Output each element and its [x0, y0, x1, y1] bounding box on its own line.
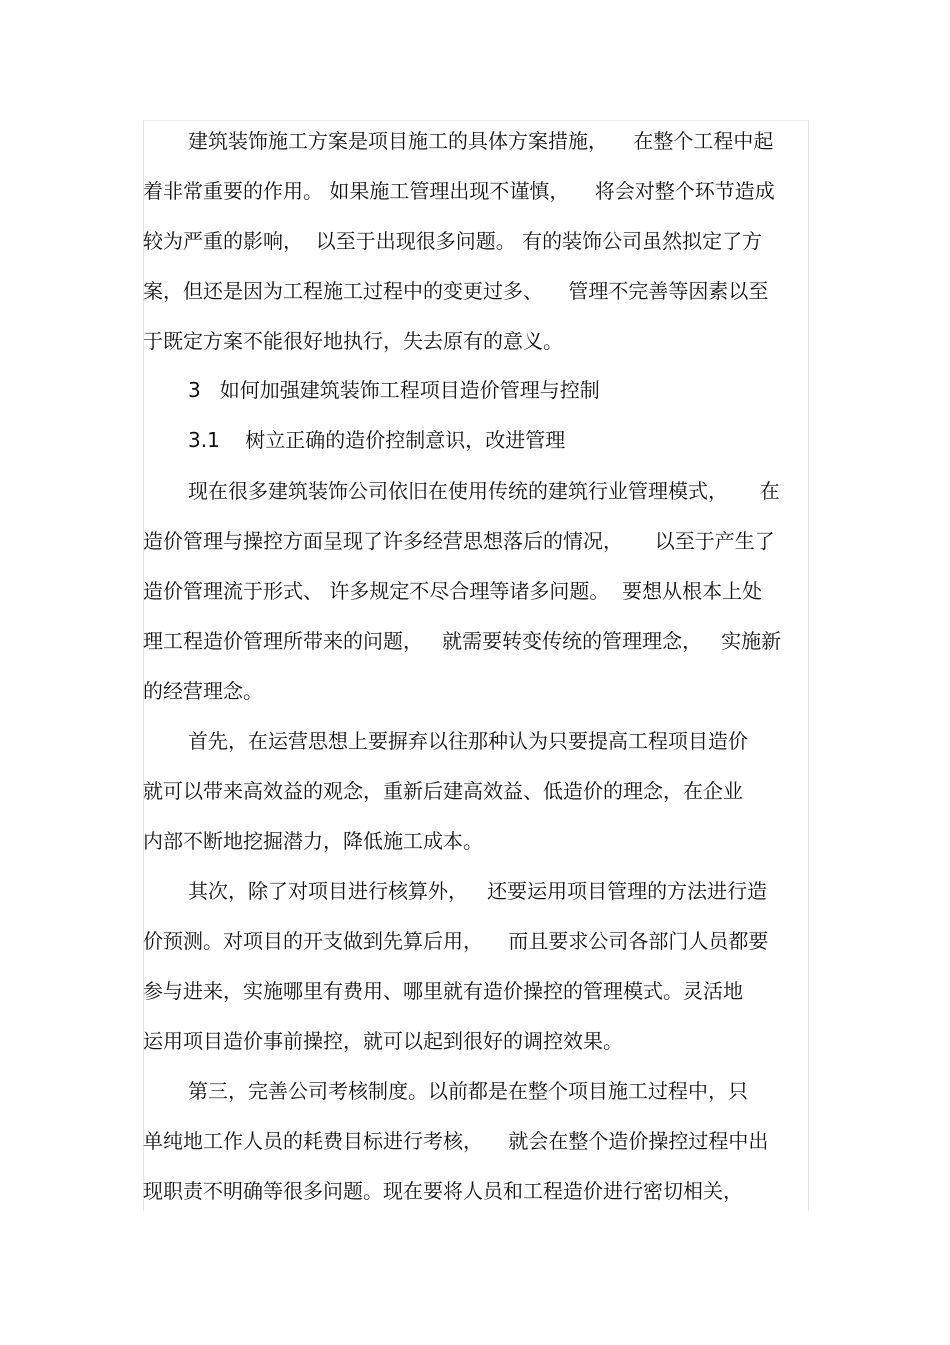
- paragraph-line: 单纯地工作人员的耗费目标进行考核， 就会在整个造价操控过程中出: [143, 1129, 769, 1153]
- paragraph-line: 理工程造价管理所带来的问题， 就需要转变传统的管理理念， 实施新: [143, 629, 782, 653]
- paragraph-line: 就可以带来高效益的观念，重新后建高效益、低造价的理念，在企业: [143, 779, 743, 803]
- paragraph-line: 建筑装饰施工方案是项目施工的具体方案措施， 在整个工程中起: [188, 129, 774, 153]
- subsection-heading: 3.1 树立正确的造价控制意识，改进管理: [188, 428, 566, 452]
- paragraph-line: 内部不断地挖掘潜力，降低施工成本。: [143, 829, 483, 853]
- paragraph-line: 的经营理念。: [143, 679, 263, 703]
- paragraph-line: 运用项目造价事前操控，就可以起到很好的调控效果。: [143, 1029, 623, 1053]
- paragraph-line: 较为严重的影响， 以至于出现很多问题。 有的装饰公司虽然拟定了方: [143, 229, 763, 253]
- paragraph-line: 首先，在运营思想上要摒弃以往那种认为只要提高工程项目造价: [188, 729, 748, 753]
- paragraph-line: 价预测。对项目的开支做到先算后用， 而且要求公司各部门人员都要: [143, 929, 769, 953]
- paragraph-line: 案，但还是因为工程施工过程中的变更过多、 管理不完善等因素以至: [143, 279, 769, 303]
- paragraph-line: 着非常重要的作用。 如果施工管理出现不谨慎， 将会对整个环节造成: [143, 179, 775, 203]
- paragraph-line: 现职责不明确等很多问题。现在要将人员和工程造价进行密切相关，: [143, 1179, 743, 1203]
- paragraph-line: 造价管理与操控方面呈现了许多经营思想落后的情况， 以至于产生了: [143, 529, 775, 553]
- paragraph-line: 参与进来，实施哪里有费用、哪里就有造价操控的管理模式。灵活地: [143, 979, 743, 1003]
- paragraph-line: 于既定方案不能很好地执行，失去原有的意义。: [143, 329, 563, 353]
- paragraph-line: 现在很多建筑装饰公司依旧在使用传统的建筑行业管理模式， 在: [188, 479, 780, 503]
- paragraph-line: 造价管理流于形式、 许多规定不尽合理等诸多问题。 要想从根本上处: [143, 579, 763, 603]
- paragraph-line: 其次，除了对项目进行核算外， 还要运用项目管理的方法进行造: [188, 879, 768, 903]
- paragraph-line: 第三，完善公司考核制度。以前都是在整个项目施工过程中，只: [188, 1079, 748, 1103]
- section-heading: 3 如何加强建筑装饰工程项目造价管理与控制: [188, 378, 600, 402]
